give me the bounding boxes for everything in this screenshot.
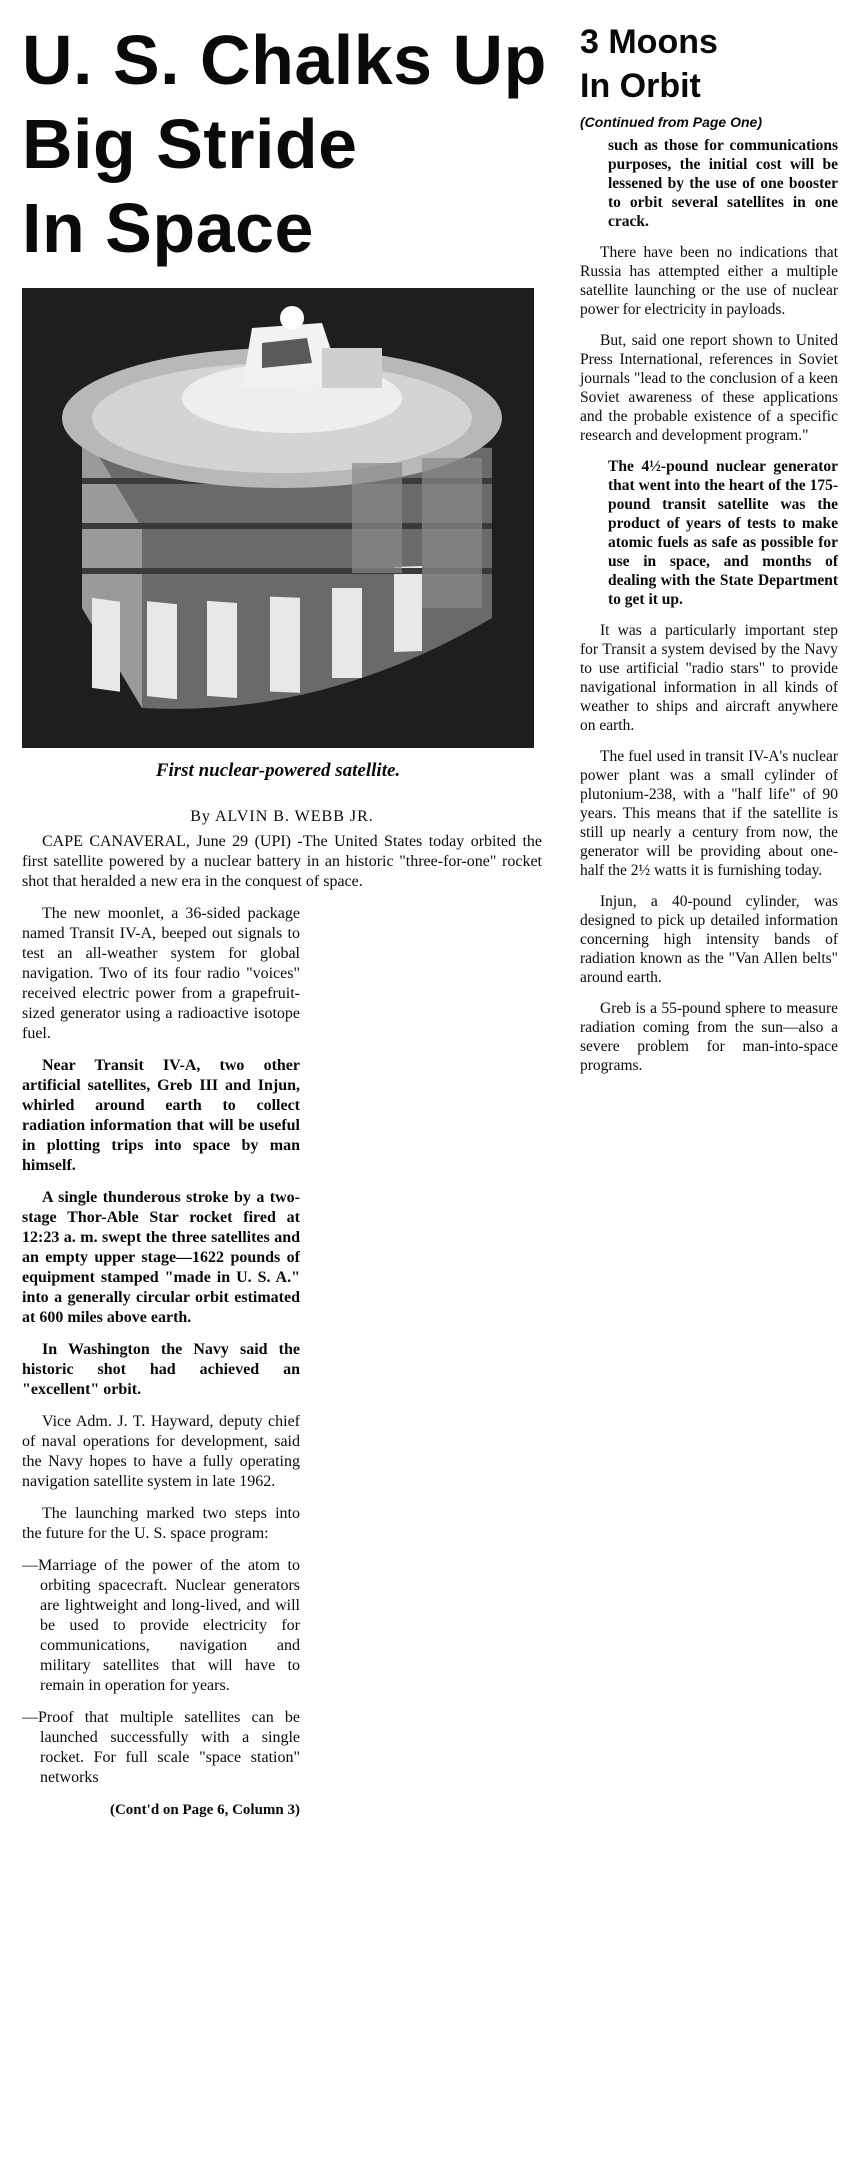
article-paragraph: CAPE CANAVERAL, June 29 (UPI) -The United States today orbited the first satellite powered by a nuclear battery in an historic "three-for-one" rocket shot that heralded a new era in the conquest of space. bbox=[22, 833, 542, 890]
satellite-photo bbox=[22, 288, 534, 748]
side-headline bbox=[580, 20, 838, 108]
byline: By ALVIN B. WEBB JR. bbox=[190, 808, 374, 825]
article-paragraph: But, said one report shown to United Press International, references in Soviet journals "lead to the conclusion of a keen Soviet awareness of these applications and the probable existence of a specific research and development program." bbox=[580, 332, 838, 444]
article-paragraph: A single thunderous stroke by a two-stage Thor-Able Star rocket fired at 12:23 a. m. swept the three satellites and an empty upper stage—1622 pounds of equipment stamped "made in U. S. A." into a generally circular orbit estimated at 600 miles above earth. bbox=[22, 1189, 300, 1326]
article-paragraph: —Proof that multiple satellites can be launched successfully with a single rocket. For full scale "space station" networks bbox=[22, 1709, 300, 1786]
continuation-note: (Cont'd on Page 6, Column 3) bbox=[109, 1802, 300, 1818]
article-paragraph: The 4½-pound nuclear generator that went into the heart of the 175-pound transit satellite was the product of years of tests to make atomic fuels as safe as possible for use in space, and months of dealing with the State Department to get it up. bbox=[608, 458, 838, 608]
headline-line: Big Stride bbox=[22, 105, 358, 183]
article-paragraph: The new moonlet, a 36-sided package named Transit IV-A, beeped out signals to test an all-weather system for global navigation. Two of its four radio "voices" received electric power from a grapefruit-sized generator using a radioactive isotope fuel. bbox=[22, 905, 300, 1042]
article-paragraph: It was a particularly important step for Transit a system devised by the Navy to use artificial "radio stars" to provide navigational information in all kinds of weather to ships and aircraft anywhere on earth. bbox=[580, 622, 838, 734]
article-paragraph: such as those for communications purposes, the initial cost will be lessened by the use of one booster to orbit several satellites in one crack. bbox=[608, 137, 838, 230]
headline-line: In Space bbox=[22, 189, 314, 267]
satellite-illustration bbox=[22, 288, 534, 748]
photo-caption: First nuclear-powered satellite. bbox=[155, 760, 401, 781]
article-paragraph: Injun, a 40-pound cylinder, was designed to pick up detailed information concerning high intensity bands of radiation known as the "Van Allen belts" around earth. bbox=[580, 893, 838, 986]
article-paragraph: Near Transit IV-A, two other artificial satellites, Greb III and Injun, whirled around earth to collect radiation information that will be useful in plotting trips into space by man himself. bbox=[22, 1057, 300, 1174]
article-paragraph: Vice Adm. J. T. Hayward, deputy chief of naval operations for development, said the Navy hopes to have a fully operating navigation satellite system in late 1962. bbox=[22, 1413, 300, 1490]
article-paragraph: The launching marked two steps into the future for the U. S. space program: bbox=[22, 1505, 300, 1542]
article-paragraph: In Washington the Navy said the historic shot had achieved an "excellent" orbit. bbox=[22, 1341, 300, 1398]
article-paragraph: There have been no indications that Russia has attempted either a multiple satellite launching or the use of nuclear power for electricity in payloads. bbox=[580, 244, 838, 318]
side-subhead: (Continued from Page One) bbox=[580, 114, 762, 130]
side-article bbox=[580, 20, 838, 1087]
article-paragraph: Greb is a 55-pound sphere to measure radiation coming from the sun—also a severe problem for man-into-space programs. bbox=[580, 1000, 838, 1074]
article-paragraph: —Marriage of the power of the atom to orbiting spacecraft. Nuclear generators are lightweight and long-lived, and will be used to provide electricity for communications, navigation and military satellites that will have to remain in operation for years. bbox=[22, 1557, 300, 1694]
headline-line: U. S. Chalks Up bbox=[22, 21, 547, 99]
headline-line: 3 Moons bbox=[580, 23, 718, 61]
main-article bbox=[22, 10, 547, 1832]
article-paragraph: The fuel used in transit IV-A's nuclear power plant was a small cylinder of plutonium-238, with a "half life" of 90 years. This means that if the satellite is still up nearly a century from now, the generator will be providing about one-half the 2½ watts it is furnishing today. bbox=[580, 748, 838, 879]
main-headline bbox=[22, 18, 547, 270]
headline-line: In Orbit bbox=[580, 67, 701, 105]
